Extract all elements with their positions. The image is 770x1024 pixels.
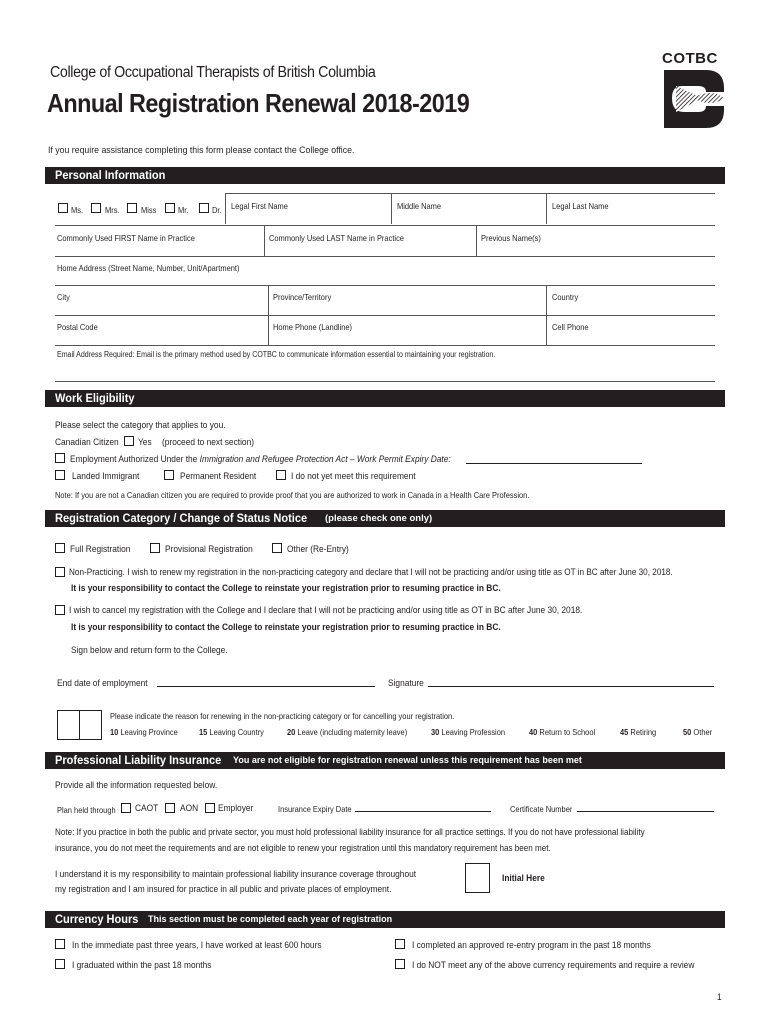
personal-info-title: Personal Information [55, 168, 166, 182]
home-phone-label: Home Phone (Landline) [273, 322, 353, 332]
liability-title: Professional Liability Insurance [55, 753, 222, 767]
work-permit-expiry-input[interactable] [466, 463, 642, 464]
currency-header [45, 911, 725, 928]
sign-below-label: Sign below and return form to the College. [71, 645, 228, 656]
work-eligibility-title: Work Eligibility [55, 391, 135, 405]
email-label: Email Address Required: Email is the primary method used by COTBC to communicate information essential to maintaining your registration. [57, 350, 496, 359]
legal-last-name-label: Legal Last Name [552, 201, 609, 211]
reason-45: 45 Retiring [620, 727, 657, 737]
country-label: Country [552, 292, 579, 302]
checkbox-other-reentry[interactable] [272, 543, 282, 553]
full-registration-label: Full Registration [70, 544, 131, 555]
checkbox-employer[interactable] [205, 803, 215, 813]
checkbox-employment-authorized[interactable] [55, 453, 65, 463]
currency-subtitle: This section must be completed each year of registration [148, 914, 393, 924]
initial-box[interactable] [465, 863, 490, 893]
reason-15: 15 Leaving Country [199, 727, 264, 737]
currency-option-3: I graduated within the past 18 months [72, 960, 212, 971]
checkbox-graduated[interactable] [55, 959, 65, 969]
postal-code-label: Postal Code [57, 322, 98, 332]
signature-label: Signature [388, 678, 424, 689]
common-last-name-label: Commonly Used LAST Name in Practice [269, 233, 404, 243]
liability-provide: Provide all the information requested below. [55, 780, 218, 791]
reason-50: 50 Other [683, 727, 713, 737]
previous-names-label: Previous Name(s) [481, 233, 541, 243]
logo-text: COTBC [662, 50, 718, 67]
currency-title: Currency Hours [55, 912, 139, 926]
reason-10: 10 Leaving Province [110, 727, 178, 737]
cotbc-logo-icon [662, 68, 726, 130]
work-eligibility-header [45, 390, 725, 407]
college-name: College of Occupational Therapists of British Columbia [50, 64, 376, 81]
non-practicing-label: Non-Practicing. I wish to renew my registration in the non-practicing category and declare that I will not be practicing and/or using title as OT in BC after June 30, 2018. [69, 567, 673, 577]
assistance-note: If you require assistance completing this form please contact the College office. [48, 145, 355, 156]
checkbox-ms[interactable] [58, 203, 68, 213]
canadian-citizen-label: Canadian Citizen [55, 437, 119, 448]
end-date-label: End date of employment [57, 678, 148, 689]
middle-name-label: Middle Name [397, 201, 442, 211]
salutation-miss-label: Miss [141, 205, 157, 215]
initial-here-label: Initial Here [502, 873, 545, 884]
currency-option-1: In the immediate past three years, I have worked at least 600 hours [72, 940, 322, 951]
plan-held-label: Plan held through [57, 805, 116, 815]
employer-label: Employer [218, 803, 254, 814]
liability-note-line-2: insurance, you do not meet the requirements and are not eligible to renew your registration until this mandatory requirement has been met. [55, 843, 551, 853]
reason-40: 40 Return to School [529, 727, 596, 737]
landed-immigrant-label: Landed Immigrant [72, 471, 140, 482]
salutation-mr-label: Mr. [178, 205, 189, 215]
employment-authorized-label: Employment Authorized Under the Immigration and Refugee Protection Act – Work Permit Expiry Date: [70, 454, 451, 465]
liability-header [45, 752, 725, 769]
certificate-number-input[interactable] [577, 811, 714, 812]
checkbox-not-meet[interactable] [276, 470, 286, 480]
page-number: 1 [717, 992, 722, 1003]
currency-option-4: I do NOT meet any of the above currency requirements and require a review [412, 960, 695, 971]
checkbox-landed-immigrant[interactable] [55, 470, 65, 480]
not-meet-label: I do not yet meet this requirement [291, 471, 416, 482]
checkbox-non-practicing[interactable] [55, 567, 65, 577]
salutation-ms-label: Ms. [71, 205, 84, 215]
liability-note-line-1: Note: If you practice in both the public and private sector, you must hold professional liability insurance for all practice settings. If you do not have professional liability [55, 827, 645, 837]
province-label: Province/Territory [273, 292, 332, 302]
cell-phone-label: Cell Phone [552, 322, 589, 332]
registration-subtitle: (please check one only) [325, 513, 433, 524]
aon-label: AON [180, 803, 199, 814]
checkbox-citizen-yes[interactable] [124, 436, 134, 446]
insurance-expiry-label: Insurance Expiry Date [278, 804, 352, 814]
common-first-name-label: Commonly Used FIRST Name in Practice [57, 233, 195, 243]
checkbox-miss[interactable] [127, 203, 137, 213]
checkbox-full-registration[interactable] [55, 543, 65, 553]
understand-line-1: I understand it is my responsibility to maintain professional liability insurance coverage throughout [55, 869, 417, 880]
liability-subtitle: You are not eligible for registration renewal unless this requirement has been met [233, 755, 582, 765]
checkbox-reentry-program[interactable] [395, 939, 405, 949]
other-reentry-label: Other (Re-Entry) [287, 544, 349, 555]
page-title: Annual Registration Renewal 2018-2019 [47, 88, 470, 118]
currency-option-2: I completed an approved re-entry program in the past 18 months [412, 940, 651, 951]
cancel-registration-label: I wish to cancel my registration with the College and I declare that I will not be practicing and/or using title as OT in BC after June 30, 2018. [69, 605, 583, 616]
checkbox-require-review[interactable] [395, 959, 405, 969]
responsibility-note-1: It is your responsibility to contact the College to reinstate your registration prior to resuming practice in BC. [71, 583, 501, 594]
certificate-number-label: Certificate Number [510, 804, 573, 814]
checkbox-cancel-registration[interactable] [55, 605, 65, 615]
personal-info-header [45, 167, 725, 184]
checkbox-mrs[interactable] [91, 203, 101, 213]
email-input-line[interactable] [55, 381, 715, 382]
permanent-resident-label: Permanent Resident [180, 471, 257, 482]
responsibility-note-2: It is your responsibility to contact the College to reinstate your registration prior to resuming practice in BC. [71, 622, 501, 633]
registration-header [45, 510, 725, 527]
proceed-label: (proceed to next section) [162, 437, 255, 448]
understand-line-2: my registration and I am insured for practice in all public and private places of employment. [55, 884, 392, 895]
checkbox-provisional-registration[interactable] [150, 543, 160, 553]
checkbox-permanent-resident[interactable] [164, 470, 174, 480]
reason-prompt: Please indicate the reason for renewing in the non-practicing category or for cancelling your registration. [110, 711, 455, 721]
work-prompt: Please select the category that applies to you. [55, 420, 226, 431]
checkbox-600-hours[interactable] [55, 939, 65, 949]
checkbox-mr[interactable] [165, 203, 175, 213]
home-address-label: Home Address (Street Name, Number, Unit/Apartment) [57, 263, 240, 273]
work-note: Note: If you are not a Canadian citizen you are required to provide proof that you are authorized to work in Canada in a Health Care Profession. [55, 490, 530, 500]
end-date-input[interactable] [157, 686, 375, 687]
signature-input[interactable] [428, 686, 714, 687]
registration-title: Registration Category / Change of Status Notice [55, 511, 308, 525]
city-label: City [57, 292, 70, 302]
provisional-registration-label: Provisional Registration [165, 544, 253, 555]
salutation-mrs-label: Mrs. [105, 205, 120, 215]
citizen-yes-label: Yes [138, 437, 152, 448]
salutation-dr-label: Dr. [212, 205, 222, 215]
checkbox-dr[interactable] [199, 203, 209, 213]
caot-label: CAOT [135, 803, 159, 814]
checkbox-caot[interactable] [121, 803, 131, 813]
legal-first-name-label: Legal First Name [231, 201, 288, 211]
reason-20: 20 Leave (including maternity leave) [287, 727, 408, 737]
insurance-expiry-input[interactable] [355, 811, 491, 812]
checkbox-aon[interactable] [165, 803, 175, 813]
reason-30: 30 Leaving Profession [431, 727, 506, 737]
